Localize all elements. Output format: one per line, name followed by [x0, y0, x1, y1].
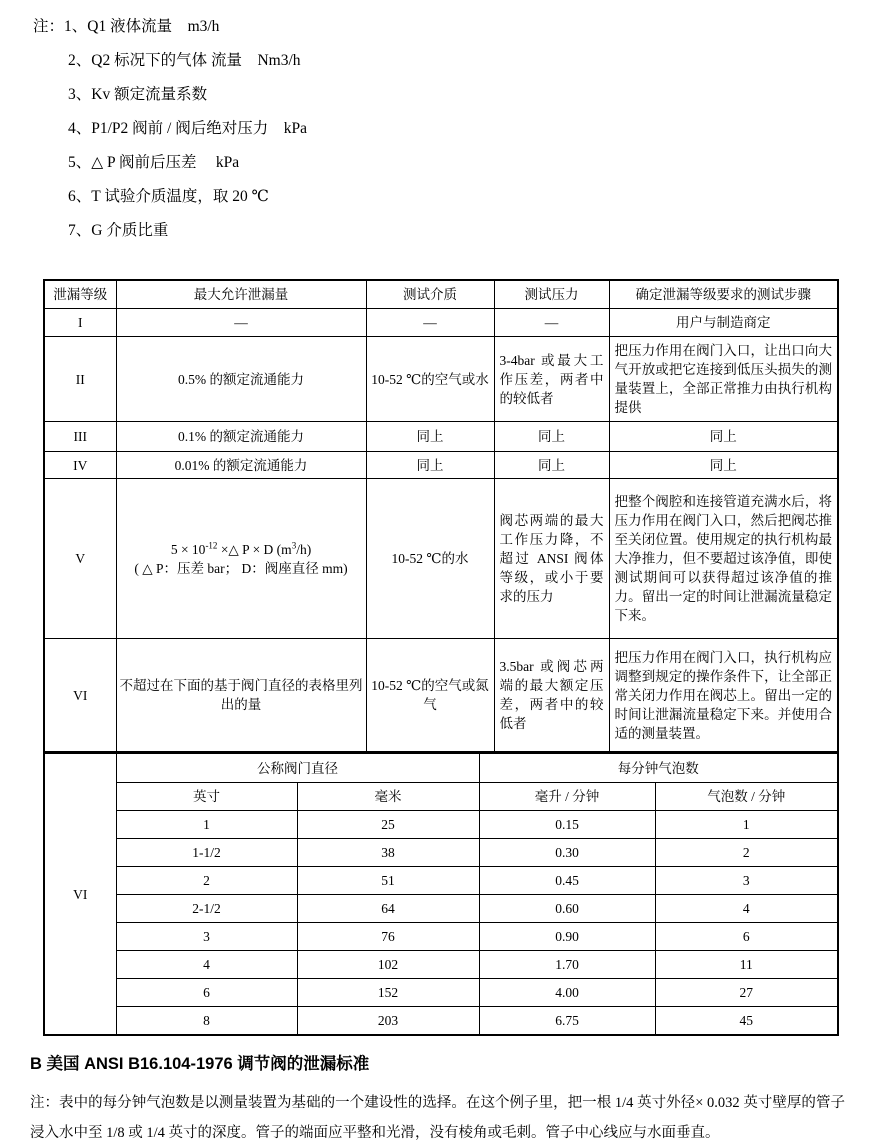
- note-item: 4、P1/P2 阀前 / 阀后绝对压力 kPa: [68, 120, 307, 137]
- bubbles-cell: 4: [655, 895, 838, 923]
- table-header-row: [44, 280, 838, 309]
- ml-cell: 0.45: [479, 867, 655, 895]
- formula-exponent: -12: [205, 540, 218, 550]
- mm-cell: 152: [297, 979, 479, 1007]
- mm-cell: 76: [297, 923, 479, 951]
- mm-cell: 51: [297, 867, 479, 895]
- note-line-6: [33, 180, 876, 214]
- inch-cell: 8: [116, 1007, 297, 1036]
- medium-cell: 10-52 ℃的空气或水: [366, 337, 494, 422]
- table-row-grade-6: [44, 639, 838, 753]
- table-row-grade-1: [44, 309, 838, 337]
- header-max-leakage: 最大允许泄漏量: [116, 280, 366, 309]
- subtable-row: [44, 811, 838, 839]
- leakage-cell: 不超过在下面的基于阀门直径的表格里列出的量: [116, 639, 366, 753]
- mm-cell: 25: [297, 811, 479, 839]
- header-test-medium: 测试介质: [366, 280, 494, 309]
- inch-cell: 3: [116, 923, 297, 951]
- note-item: 3、Kv 额定流量系数: [68, 86, 208, 103]
- header-leak-grade: 泄漏等级: [44, 280, 116, 309]
- note-line-7: [33, 214, 876, 248]
- subtable-row: [44, 979, 838, 1007]
- section-heading: B 美国 ANSI B16.104-1976 调节阀的泄漏标准: [30, 1055, 370, 1073]
- leakage-formula: [120, 540, 363, 559]
- bubbles-cell: 27: [655, 979, 838, 1007]
- inch-cell: 2-1/2: [116, 895, 297, 923]
- ml-cell: 6.75: [479, 1007, 655, 1036]
- table-row-grade-5: [44, 479, 838, 639]
- formula-detail: ( △ P：压差 bar； D：阀座直径 mm): [134, 560, 348, 576]
- medium-cell: 同上: [366, 452, 494, 479]
- leakage-standards-table: [43, 279, 839, 753]
- procedure-cell: 把压力作用在阀门入口，执行机构应调整到规定的操作条件下，让全部正常关闭力作用在阀芯上。留出一定的时间让泄漏流量稳定下来。并使用合适的测量装置。: [609, 639, 838, 753]
- note-line-2: [33, 44, 876, 78]
- col-header-mm: 毫米: [297, 783, 479, 811]
- grade-cell: VI: [44, 639, 116, 753]
- col-header-inch: 英寸: [116, 783, 297, 811]
- inch-cell: 2: [116, 867, 297, 895]
- note-item: 6、T 试验介质温度，取 20 ℃: [68, 188, 269, 205]
- note-line-4: [33, 112, 876, 146]
- grade-cell: I: [44, 309, 116, 337]
- col-header-bubbles-per-min: 气泡数 / 分钟: [655, 783, 838, 811]
- col-header-ml-per-min: 毫升 / 分钟: [479, 783, 655, 811]
- bubbles-cell: 2: [655, 839, 838, 867]
- medium-cell: —: [366, 309, 494, 337]
- bubbles-cell: 11: [655, 951, 838, 979]
- formula-coeff: 5 × 10: [170, 541, 206, 557]
- subtable-col-header-row: [44, 783, 838, 811]
- footnote: 注：表中的每分钟气泡数是以测量装置为基础的一个建设性的选择。在这个例子里，把一根 1/4 英寸外径× 0.032 英寸壁厚的管子浸入水中至 1/8 或 1/4 英寸的深度。管子的端面应平整和光滑，没有棱角或毛刺。管子中心线应与水面垂直。: [30, 1095, 845, 1141]
- subtable-row: [44, 867, 838, 895]
- pressure-cell: 同上: [494, 452, 609, 479]
- mm-cell: 102: [297, 951, 479, 979]
- ml-cell: 0.15: [479, 811, 655, 839]
- table-row-grade-2: [44, 337, 838, 422]
- mm-cell: 203: [297, 1007, 479, 1036]
- bubbles-cell: 6: [655, 923, 838, 951]
- note-item: 7、G 介质比重: [68, 222, 169, 239]
- medium-cell: 10-52 ℃的空气或氮气: [366, 639, 494, 753]
- inch-cell: 1: [116, 811, 297, 839]
- grade-cell: V: [44, 479, 116, 639]
- leakage-formula-cell: [116, 479, 366, 639]
- subtable-group-header-row: [44, 753, 838, 783]
- group-header-diameter: 公称阀门直径: [116, 753, 479, 783]
- note-line-5: [33, 146, 876, 180]
- table-row-grade-4: [44, 452, 838, 479]
- ml-cell: 0.60: [479, 895, 655, 923]
- leakage-table-wrapper: [43, 279, 837, 1036]
- header-test-pressure: 测试压力: [494, 280, 609, 309]
- procedure-cell: 用户与制造商定: [609, 309, 838, 337]
- procedure-cell: 同上: [609, 452, 838, 479]
- ml-cell: 0.30: [479, 839, 655, 867]
- note-prefix: 注：: [33, 18, 65, 35]
- bubbles-cell: 45: [655, 1007, 838, 1036]
- procedure-cell: 把整个阀腔和连接管道充满水后，将压力作用在阀门入口，然后把阀芯推至关闭位置。使用规定的执行机构最大净推力，但不要超过该净值，即使测试期间可以获得超过该净值的推力。留出一定的时间让泄漏流量稳定下来。: [609, 479, 838, 639]
- medium-cell: 10-52 ℃的水: [366, 479, 494, 639]
- pressure-cell: 3-4bar 或最大工作压差，两者中的较低者: [494, 337, 609, 422]
- pressure-cell: 同上: [494, 422, 609, 452]
- procedure-cell: 同上: [609, 422, 838, 452]
- subtable-row: [44, 839, 838, 867]
- leakage-cell: 0.1% 的额定流通能力: [116, 422, 366, 452]
- formula-middle: ×△ P × D (m: [217, 541, 292, 557]
- subtable-row: [44, 923, 838, 951]
- formula-unit: /h): [296, 541, 312, 557]
- subtable-row: [44, 951, 838, 979]
- pressure-cell: —: [494, 309, 609, 337]
- note-line-1: [33, 10, 876, 44]
- ml-cell: 1.70: [479, 951, 655, 979]
- inch-cell: 6: [116, 979, 297, 1007]
- inch-cell: 1-1/2: [116, 839, 297, 867]
- note-item: 1、Q1 液体流量 m3/h: [64, 18, 220, 35]
- note-item: 5、△ P 阀前后压差 kPa: [68, 154, 240, 171]
- pressure-cell: 3.5bar 或阀芯两端的最大额定压差，两者中的较低者: [494, 639, 609, 753]
- table-row-grade-3: [44, 422, 838, 452]
- medium-cell: 同上: [366, 422, 494, 452]
- grade-vi-bubble-table: [43, 752, 839, 1036]
- leakage-cell: 0.01% 的额定流通能力: [116, 452, 366, 479]
- pressure-cell: 阀芯两端的最大工作压力降，不超过 ANSI 阀体等级，或小于要求的压力: [494, 479, 609, 639]
- grade-cell: VI: [44, 753, 116, 1035]
- notes-block: [33, 10, 876, 248]
- note-line-3: [33, 78, 876, 112]
- grade-cell: III: [44, 422, 116, 452]
- ml-cell: 0.90: [479, 923, 655, 951]
- ml-cell: 4.00: [479, 979, 655, 1007]
- inch-cell: 4: [116, 951, 297, 979]
- grade-cell: IV: [44, 452, 116, 479]
- formula-cube: 3: [291, 540, 297, 550]
- leakage-cell: 0.5% 的额定流通能力: [116, 337, 366, 422]
- bubbles-cell: 3: [655, 867, 838, 895]
- subtable-row: [44, 1007, 838, 1036]
- group-header-bubbles: 每分钟气泡数: [479, 753, 838, 783]
- note-item: 2、Q2 标况下的气体 流量 Nm3/h: [68, 52, 301, 69]
- mm-cell: 64: [297, 895, 479, 923]
- leakage-cell: —: [116, 309, 366, 337]
- procedure-cell: 把压力作用在阀门入口，让出口向大气开放或把它连接到低压头损失的测量装置上，全部正常推力由执行机构提供: [609, 337, 838, 422]
- bubbles-cell: 1: [655, 811, 838, 839]
- grade-cell: II: [44, 337, 116, 422]
- mm-cell: 38: [297, 839, 479, 867]
- header-test-procedure: 确定泄漏等级要求的测试步骤: [609, 280, 838, 309]
- subtable-row: [44, 895, 838, 923]
